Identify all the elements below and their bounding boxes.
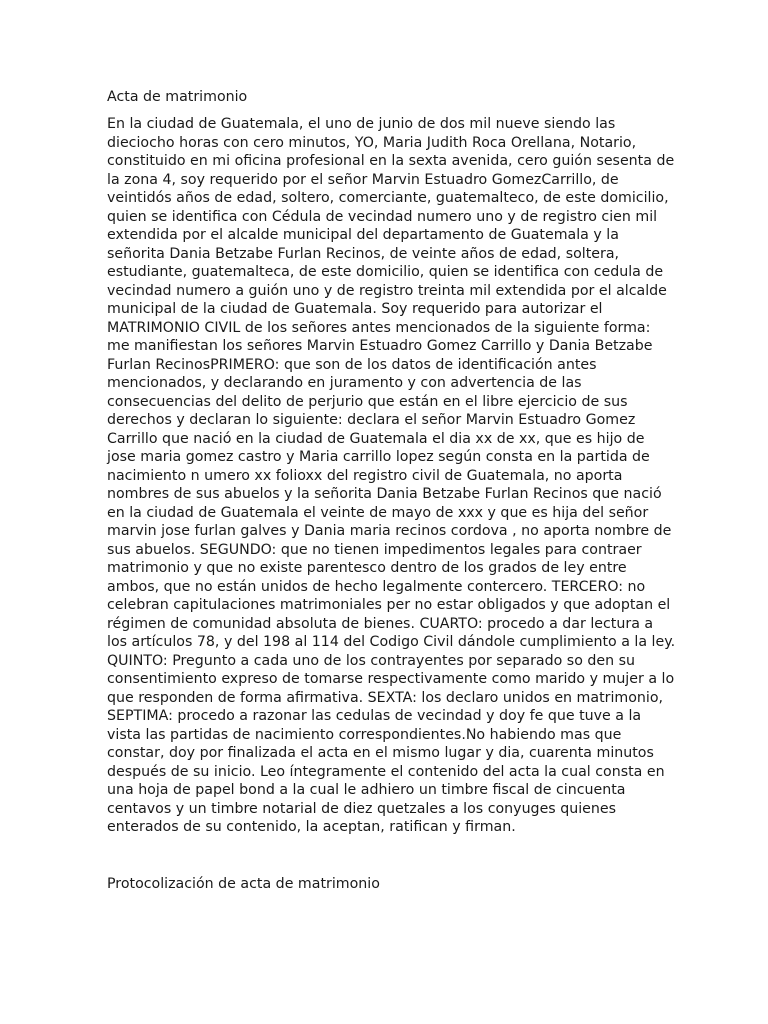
body-line: la zona 4, soy requerido por el señor Marvin Estuadro GomezCarrillo, de <box>107 171 619 188</box>
body-line: dieciocho horas con cero minutos, YO, Maria Judith Roca Orellana, Notario, <box>107 134 637 151</box>
body-line: consentimiento expreso de tomarse respectivamente como marido y mujer a lo <box>107 671 675 687</box>
body-line: QUINTO: Pregunto a cada uno de los contrayentes por separado so den su <box>107 652 636 669</box>
body-line: MATRIMONIO CIVIL de los señores antes mencionados de la siguiente forma: <box>107 319 651 336</box>
body-line: sus abuelos. SEGUNDO: que no tienen impedimentos legales para contraer <box>107 541 642 558</box>
body-line: ambos, que no están unidos de hecho legalmente contercero. TERCERO: no <box>107 578 646 595</box>
body-line: en la ciudad de Guatemala el veinte de mayo de xxx y que es hija del señor <box>107 504 649 521</box>
body-line: nacimiento n umero xx folioxx del registro civil de Guatemala, no aporta <box>107 467 623 484</box>
body-line: régimen de comunidad absoluta de bienes. CUARTO: procedo a dar lectura a <box>107 615 654 632</box>
body-line: los artículos 78, y del 198 al 114 del Codigo Civil dándole cumplimiento a la ley. <box>107 634 676 650</box>
body-line: después de su inicio. Leo íntegramente el contenido del acta la cual consta en <box>107 763 665 780</box>
body-line: estudiante, guatemalteca, de este domicilio, quien se identifica con cedula de <box>107 264 664 280</box>
body-line: me manifiestan los señores Marvin Estuadro Gomez Carrillo y Dania Betzabe <box>107 338 653 354</box>
body-line: SEPTIMA: procedo a razonar las cedulas de vecindad y doy fe que tuve a la <box>107 708 642 724</box>
body-line: consecuencias del delito de perjurio que están en el libre ejercicio de sus <box>107 393 628 410</box>
body-line: constar, doy por finalizada el acta en el mismo lugar y dia, cuarenta minutos <box>107 745 654 761</box>
body-line: veintidós años de edad, soltero, comerciante, guatemalteco, de este domicilio, <box>107 190 669 206</box>
body-line: matrimonio y que no existe parentesco dentro de los grados de ley entre <box>107 560 627 576</box>
body-line: Carrillo que nació en la ciudad de Guatemala el dia xx de xx, que es hijo de <box>107 430 645 447</box>
body-line: nombres de sus abuelos y la señorita Dania Betzabe Furlan Recinos que nació <box>107 486 662 502</box>
body-line: vista las partidas de nacimiento correspondientes.No habiendo mas que <box>107 726 622 743</box>
document-title: Acta de matrimonio <box>107 89 248 105</box>
body-line: derechos y declaran lo siguiente: declara el señor Marvin Estuadro Gomez <box>107 412 636 428</box>
body-line: que responden de forma afirmativa. SEXTA: los declaro unidos en matrimonio, <box>107 689 664 706</box>
body-line: centavos y un timbre notarial de diez quetzales a los conyuges quienes <box>107 800 616 817</box>
document-body <box>107 115 676 837</box>
body-line: celebran capitulaciones matrimoniales per no estar obligados y que adoptan el <box>107 597 671 613</box>
body-line: mencionados, y declarando en juramento y con advertencia de las <box>107 375 582 391</box>
body-line: quien se identifica con Cédula de vecindad numero uno y de registro cien mil <box>107 208 658 225</box>
body-line: enterados de su contenido, la aceptan, ratifican y firman. <box>107 819 516 835</box>
body-line: En la ciudad de Guatemala, el uno de junio de dos mil nueve siendo las <box>107 116 616 132</box>
body-line: constituido en mi oficina profesional en la sexta avenida, cero guión sesenta de <box>107 153 675 169</box>
body-line: marvin jose furlan galves y Dania maria recinos cordova , no aporta nombre de <box>107 523 672 539</box>
body-line: Furlan RecinosPRIMERO: que son de los datos de identificación antes <box>107 356 597 373</box>
body-line: una hoja de papel bond a la cual le adhiero un timbre fiscal de cincuenta <box>107 782 626 798</box>
section-heading: Protocolización de acta de matrimonio <box>107 876 380 892</box>
body-line: jose maria gomez castro y Maria carrillo lopez según consta en la partida de <box>107 449 650 465</box>
body-line: señorita Dania Betzabe Furlan Recinos, de veinte años de edad, soltera, <box>107 245 620 262</box>
body-line: municipal de la ciudad de Guatemala. Soy requerido para autorizar el <box>107 301 603 317</box>
body-line: vecindad numero a guión uno y de registro treinta mil extendida por el alcalde <box>107 282 667 299</box>
body-line: extendida por el alcalde municipal del departamento de Guatemala y la <box>107 227 619 243</box>
